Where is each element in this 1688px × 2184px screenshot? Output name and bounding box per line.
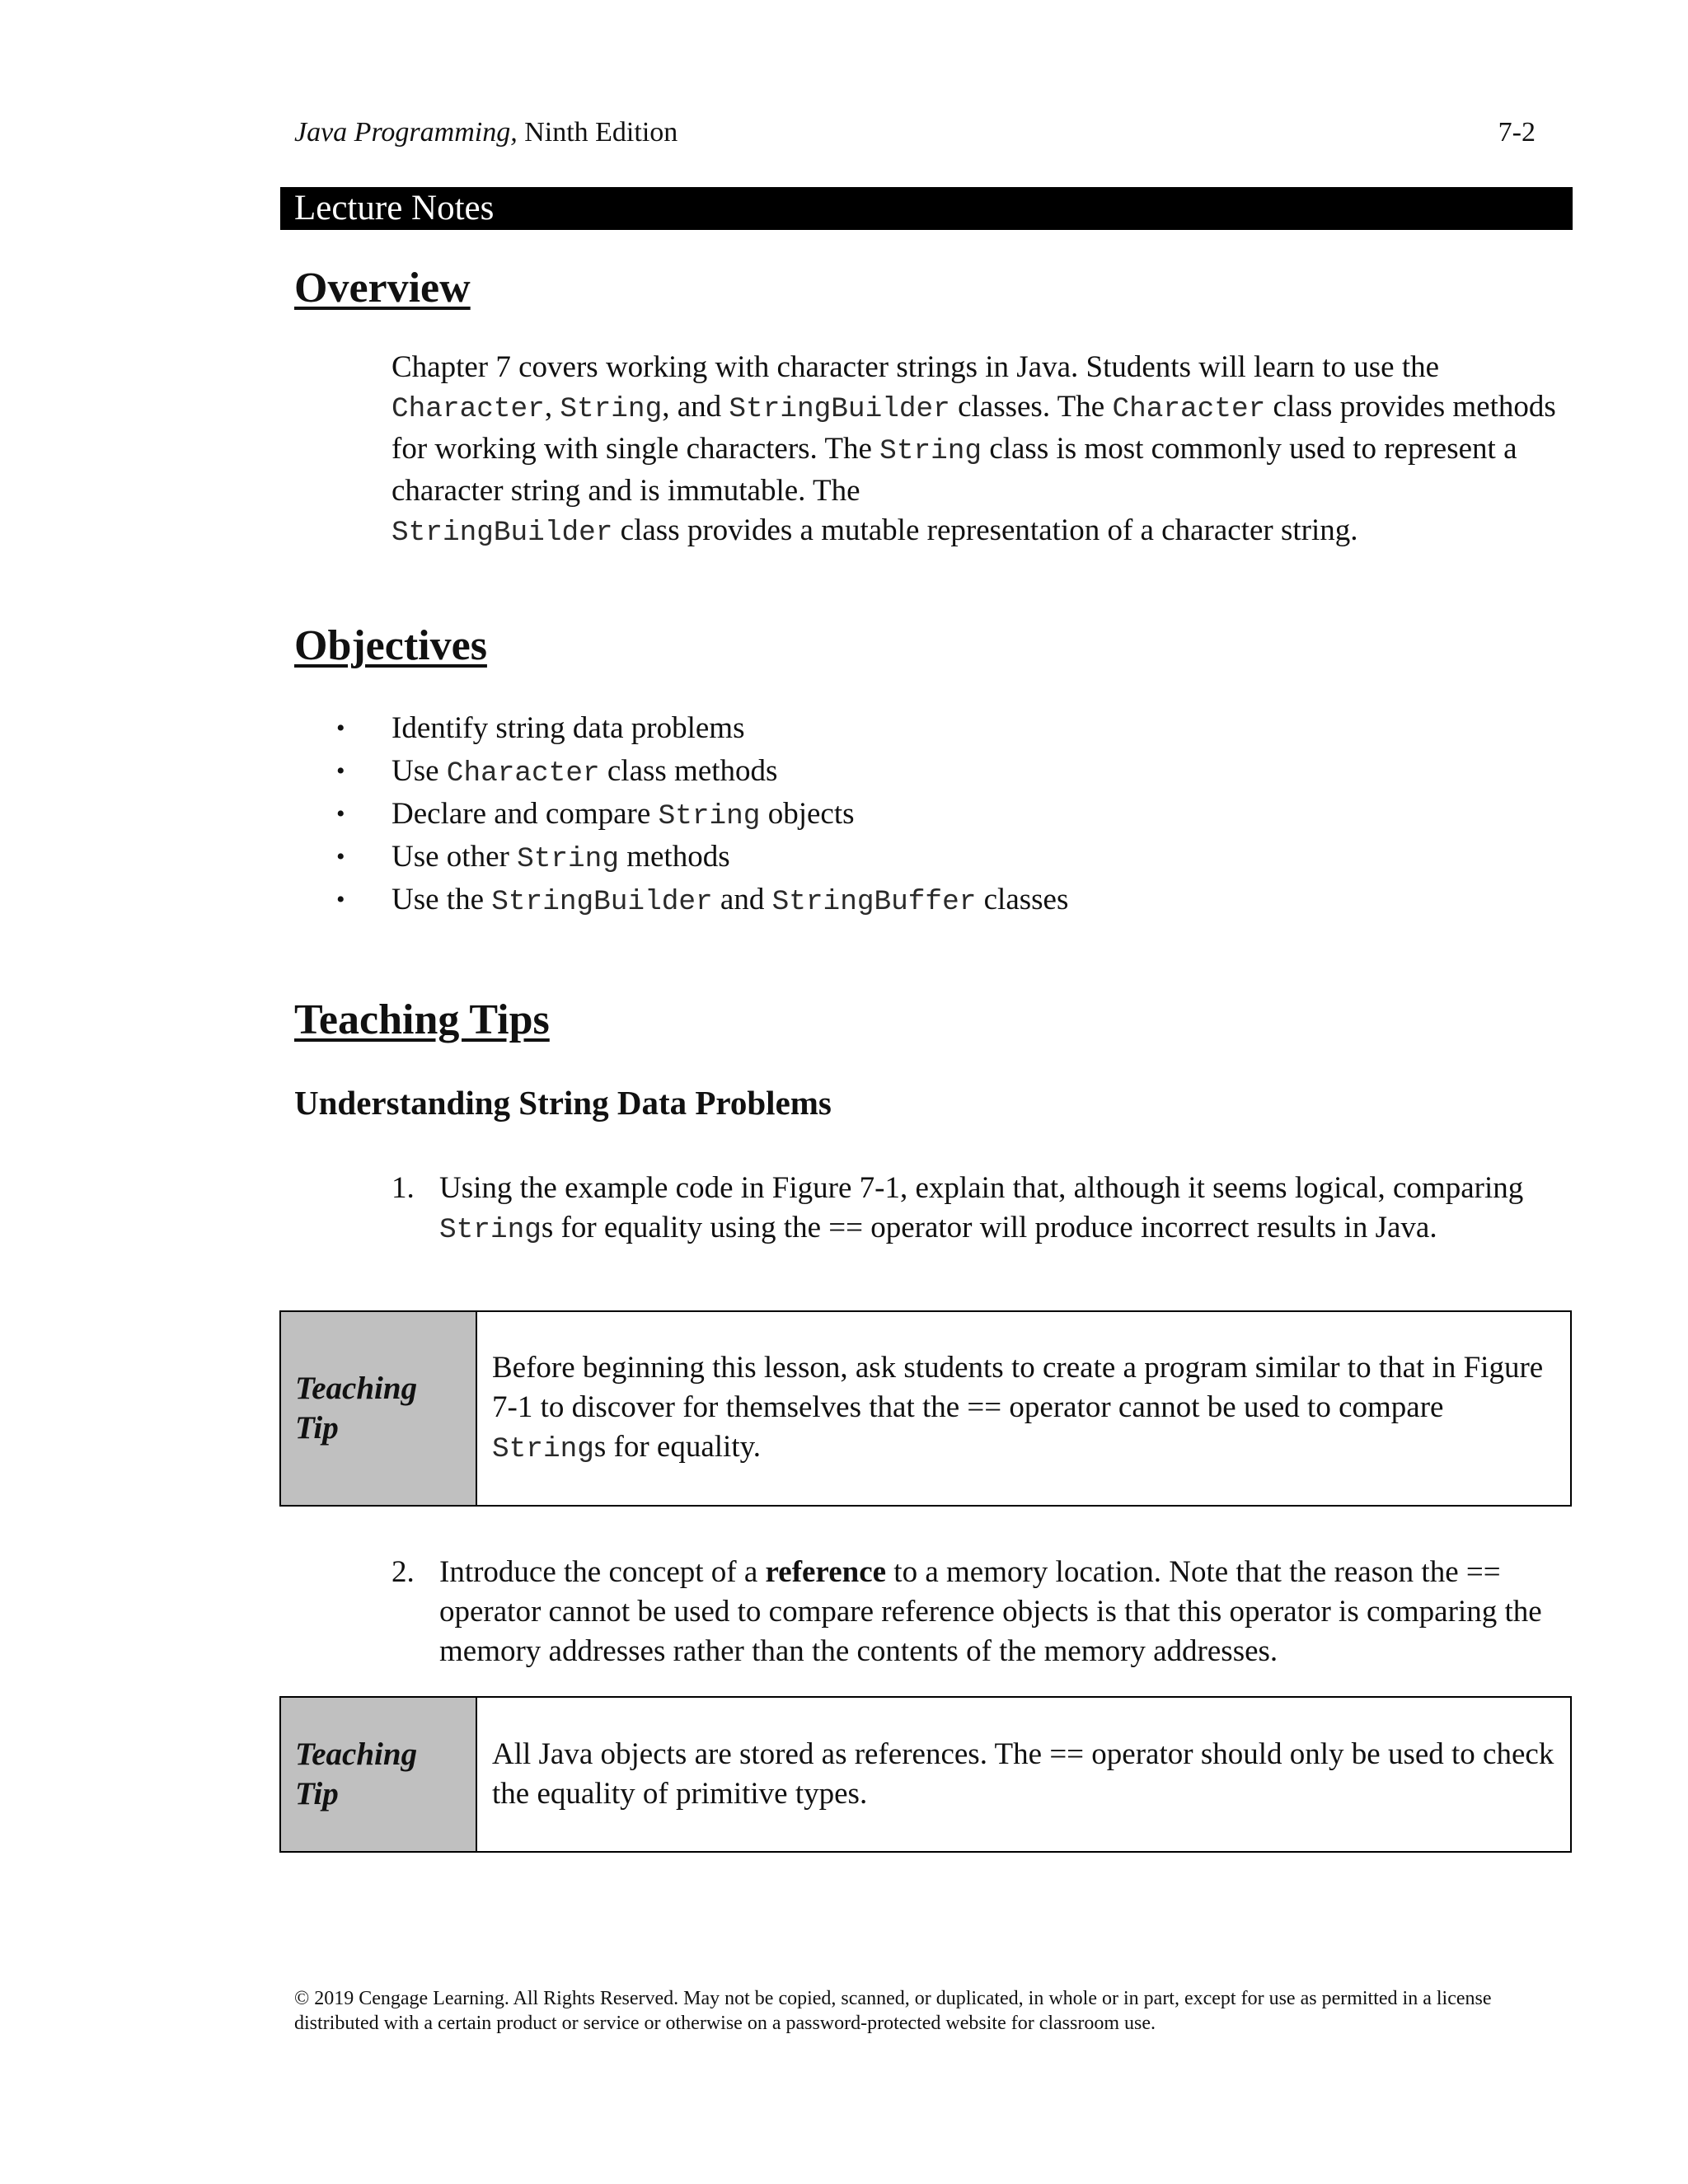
overview-text: class is most commonly used to represent a character string and is immutable. The	[392, 432, 1517, 508]
item-text-part: Using the example code in Figure 7-1, explain that, although it seems logical, comparing	[439, 1171, 1524, 1205]
teaching-tips-heading: Teaching Tips	[294, 996, 550, 1043]
objective-text: Use	[392, 754, 447, 788]
teaching-tip-box	[279, 1696, 1572, 1853]
tip-label-line: Tip	[295, 1410, 339, 1446]
teaching-tip-label	[281, 1312, 477, 1505]
overview-heading: Overview	[294, 265, 471, 312]
overview-text: , and	[662, 390, 729, 424]
tip-label-line: Tip	[295, 1776, 339, 1811]
running-header	[294, 117, 678, 148]
item-text-part: s for equality using the == operator will produce incorrect results in Java.	[541, 1211, 1437, 1244]
overview-text: class provides methods for working with single characters. The	[392, 390, 1556, 466]
item-text-part: Introduce the concept of a	[439, 1555, 766, 1589]
overview-text: Chapter 7 covers working with character strings in Java. Students will learn to use the	[392, 350, 1440, 384]
item-number: 1.	[392, 1171, 415, 1205]
objective-text: class methods	[599, 754, 778, 788]
overview-text: classes. The	[950, 390, 1113, 424]
objective-text: objects	[760, 797, 855, 831]
numbered-item-1	[392, 1169, 1578, 1250]
page-number: 7-2	[1498, 117, 1536, 148]
item-text	[439, 1553, 1578, 1671]
objective-text: Use other	[392, 840, 518, 874]
objective-text: methods	[618, 840, 730, 874]
code-term: Character	[392, 393, 545, 425]
objectives-list	[336, 707, 1573, 921]
code-term: StringBuilder	[392, 517, 613, 549]
item-number: 2.	[392, 1555, 415, 1589]
list-item	[336, 707, 1573, 750]
code-term: Character	[1112, 393, 1266, 425]
item-text-part: to a memory location. Note that the reason the == operator cannot be used to compare reference objects is that this operator is comparing the memory addresses rather than the contents of the memory addresses.	[439, 1555, 1542, 1668]
objectives-heading: Objectives	[294, 622, 487, 669]
objective-text: and	[712, 883, 772, 916]
objective-text: Declare and compare	[392, 797, 659, 831]
edition: Ninth Edition	[517, 117, 678, 148]
item-text	[439, 1169, 1578, 1250]
code-term: StringBuilder	[491, 886, 713, 918]
lecture-notes-banner: Lecture Notes	[280, 187, 1573, 230]
objective-text: Use the	[392, 883, 492, 916]
code-term: String	[879, 435, 982, 467]
tip-text: All Java objects are stored as references. The == operator should only be used to check the equality of primitive types.	[492, 1737, 1554, 1811]
objective-text: Identify string data problems	[392, 711, 745, 745]
tip-label-line: Teaching	[295, 1736, 418, 1772]
code-term: String	[439, 1214, 542, 1246]
bullet: •	[336, 757, 345, 785]
overview-text: class provides a mutable representation of a character string.	[612, 513, 1358, 547]
teaching-tip-content	[477, 1698, 1570, 1851]
list-item	[336, 836, 1573, 879]
objective-text: classes	[976, 883, 1069, 916]
teaching-tip-box	[279, 1310, 1572, 1507]
code-term: String	[517, 843, 619, 875]
code-term: String	[492, 1432, 594, 1465]
code-term: StringBuffer	[771, 886, 977, 918]
tip-label-line: Teaching	[295, 1371, 418, 1406]
bullet: •	[336, 886, 345, 913]
bullet: •	[336, 715, 345, 742]
overview-text: ,	[544, 390, 560, 424]
bold-term: reference	[765, 1555, 887, 1589]
code-term: Character	[446, 757, 600, 790]
list-item	[336, 750, 1573, 793]
bullet: •	[336, 843, 345, 870]
teaching-tip-content	[477, 1312, 1570, 1505]
code-term: String	[658, 800, 761, 832]
code-term: StringBuilder	[729, 393, 950, 425]
teaching-tip-label	[281, 1698, 477, 1851]
overview-paragraph	[392, 348, 1578, 553]
list-item	[336, 793, 1573, 836]
bullet: •	[336, 800, 345, 827]
tip-text: s for equality.	[593, 1429, 761, 1464]
numbered-item-2	[392, 1553, 1578, 1671]
tip-text: Before beginning this lesson, ask students to create a program similar to that in Figure 7-1 to discover for themselves that the == operator cannot be used to compare	[492, 1350, 1544, 1424]
book-title: Java Programming,	[294, 117, 518, 148]
subsection-heading: Understanding String Data Problems	[294, 1084, 832, 1122]
copyright-footer: © 2019 Cengage Learning. All Rights Reserved. May not be copied, scanned, or duplicated, in whole or in part, except for use as permitted in a license distributed with a certain product or service or otherwise on a password-protected website for classroom use.	[294, 1988, 1492, 2034]
code-term: String	[560, 393, 663, 425]
list-item	[336, 879, 1573, 921]
